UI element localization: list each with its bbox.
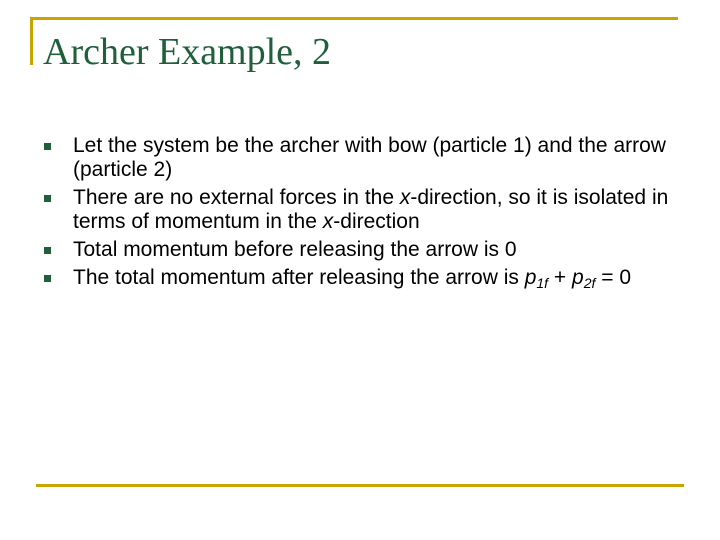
bottom-rule	[36, 484, 684, 487]
bullet-text-segment: -direction	[333, 210, 420, 233]
bullet-item	[44, 238, 674, 262]
bullet-text-segment: Total momentum before releasing the arrow is 0	[73, 238, 517, 261]
bullet-text	[73, 134, 674, 182]
bullet-text-italic: x	[399, 186, 411, 209]
momentum-symbol: p	[572, 266, 584, 289]
slide-title: Archer Example, 2	[43, 31, 332, 73]
bullet-item	[44, 186, 674, 234]
square-bullet-icon	[44, 247, 51, 254]
square-bullet-icon	[44, 195, 51, 202]
bullet-text-segment: = 0	[595, 266, 632, 289]
momentum-symbol: p	[524, 266, 537, 289]
bullet-text	[73, 238, 674, 262]
bullet-list	[44, 134, 674, 294]
bullet-text	[73, 266, 674, 290]
square-bullet-icon	[44, 143, 51, 150]
top-rule	[30, 17, 678, 20]
bullet-text-segment: -direction, so it is isolated in terms of momentum in the	[73, 186, 669, 233]
bullet-text-segment: There are no external forces in the	[73, 186, 400, 209]
bullet-text-italic: x	[322, 210, 334, 233]
momentum-subscript: 2f	[583, 275, 596, 291]
bullet-text-segment: The total momentum after releasing the arrow is	[73, 266, 525, 289]
bullet-item	[44, 266, 674, 290]
bullet-text-segment: Let the system be the archer with bow (particle 1) and the arrow (particle 2)	[73, 134, 666, 181]
bullet-item	[44, 134, 674, 182]
bullet-text	[73, 186, 674, 234]
square-bullet-icon	[44, 275, 51, 282]
bullet-text-segment: +	[548, 266, 573, 289]
momentum-subscript: 1f	[536, 275, 549, 291]
left-rule	[30, 17, 33, 65]
